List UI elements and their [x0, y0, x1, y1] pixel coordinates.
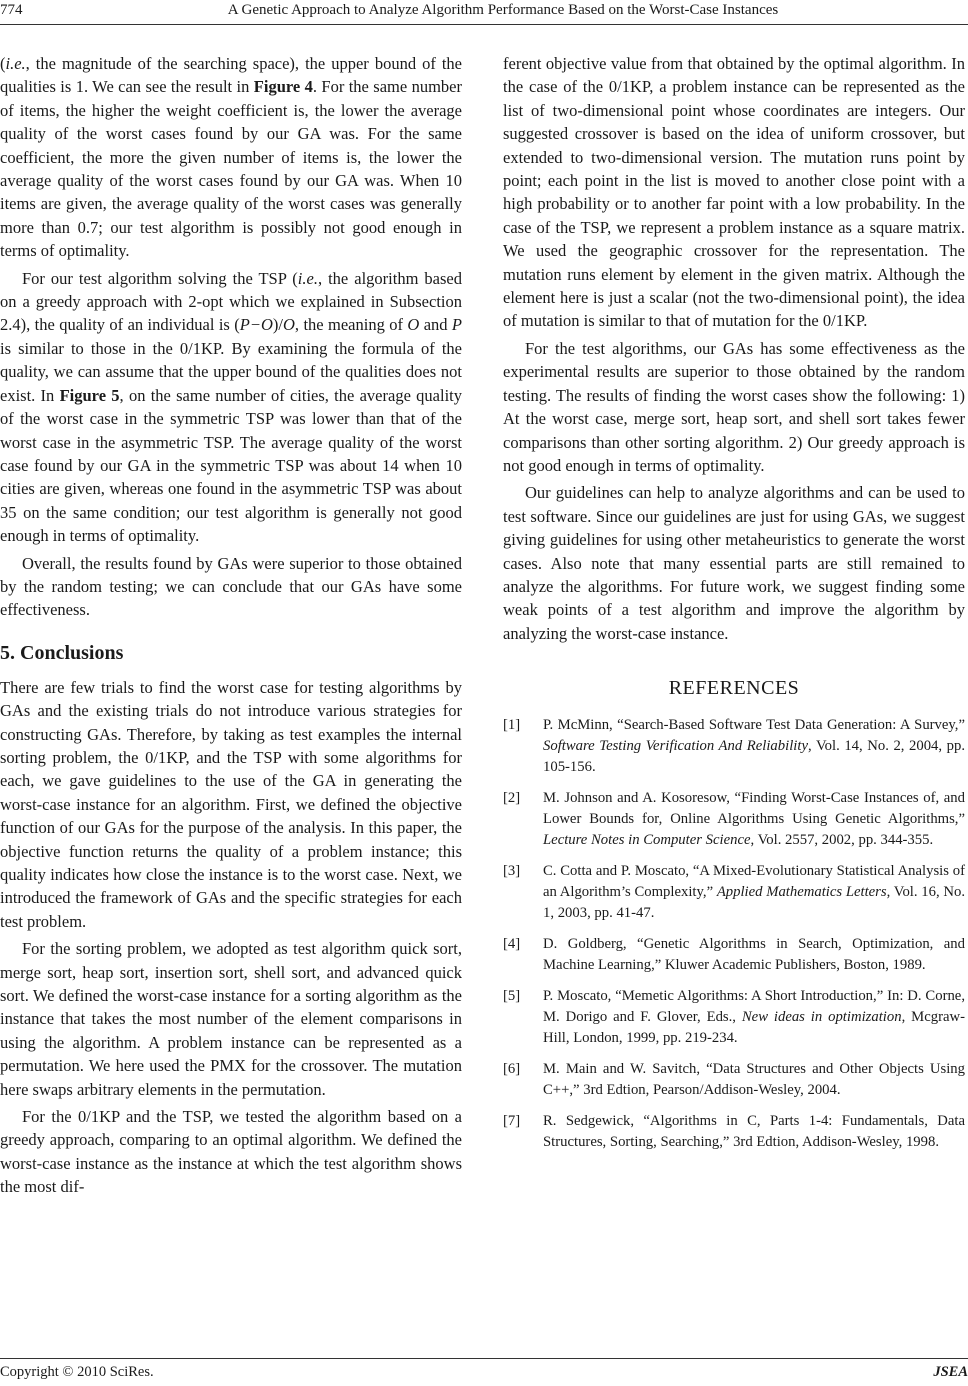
reference-item	[503, 715, 965, 778]
header-rule	[0, 24, 968, 25]
reference-text: C. Cotta and P. Moscato, “A Mixed-Evolutionary Statistical Analysis of an Algorithm’s Complexity,”	[543, 863, 965, 901]
reference-item	[503, 934, 965, 976]
text-run: is similar to those in the 0/1KP. By examining the formula of the quality, we can assume that the upper bound of the qualities does not exist. In	[0, 338, 462, 405]
formula: P−O	[239, 315, 273, 335]
text-run: , the magnitude of the searching space), the upper bound of the qualities is 1. We can see the result in	[0, 54, 462, 97]
text-run: , the meaning of	[294, 315, 408, 335]
reference-number: [7]	[503, 1113, 521, 1130]
paragraph-conclusions-intro: There are few trials to find the worst case for testing algorithms by GAs and the existing trials do not introduce various strategies for constructing GAs. Therefore, by taking as test examples the internal sorting problem, the 0/1KP, and the TSP with some algorithms for each, we gave guidelines to the use of the GA in generating the worst-case instance for an algorithm. First, we defined the objective function of our GAs for the purpose of the analysis. In this paper, the objective function returns the quality of a problem instance; this quality indicates how close the instance is to the worst case. Next, we introduced the framework of GAs and the specific strategies for each test problem.	[0, 677, 462, 931]
reference-number: [5]	[503, 988, 521, 1005]
page-header	[0, 0, 968, 28]
running-title: A Genetic Approach to Analyze Algorithm Performance Based on the Worst-Case Instances	[227, 2, 779, 18]
reference-text: M. Johnson and A. Kosoresow, “Finding Worst-Case Instances of, and Lower Bounds for, Online Algorithms Using Genetic Algorithms,”	[543, 790, 965, 828]
var-p: P	[451, 315, 463, 335]
text-run: For our test algorithm solving the TSP (	[22, 268, 298, 288]
reference-text: P. Moscato, “Memetic Algorithms: A Short Introduction,” In: D. Corne, M. Dorigo and F. Glover, Eds.,	[543, 988, 965, 1026]
reference-number: [1]	[503, 717, 521, 734]
reference-item	[503, 986, 965, 1049]
page-number: 774	[0, 2, 23, 18]
reference-text: R. Sedgewick, “Algorithms in C, Parts 1-4: Fundamentals, Data Structures, Sorting, Searching,” 3rd Edtion, Addison-Wesley, 1998.	[543, 1113, 965, 1151]
paragraph-overall: Overall, the results found by GAs were superior to those obtained by the random testing; we can conclude that our GAs have some effectiveness.	[0, 553, 462, 620]
paragraph-knapsack-tsp: For the 0/1KP and the TSP, we tested the algorithm based on a greedy approach, comparing to an optimal algorithm. We defined the worst-case instance as the instance at which the test algorithm shows the most dif-	[0, 1107, 462, 1197]
text-run: and	[419, 315, 452, 335]
reference-text: , Mcgraw-Hill, London, 1999, pp. 219-234.	[543, 1009, 965, 1047]
text-run: , on the same number of cities, the average quality of the worst case in the symmetric TSP was lower than that of the worst case in the asymmetric TSP. The average quality of the worst case found by our GA in the symmetric TSP was about 14 when 10 cities are given, whereas one found in the asymmetric TSP was about 35 on the same condition; our test algorithm is generally not good enough in terms of optimality.	[0, 385, 462, 546]
reference-text: , Vol. 14, No. 2, 2004, pp. 105-156.	[543, 738, 965, 776]
right-column	[503, 52, 965, 1163]
ie-abbrev: i.e.	[297, 268, 318, 288]
reference-number: [6]	[503, 1061, 521, 1078]
reference-item	[503, 788, 965, 851]
paragraph-quality-tsp	[0, 267, 462, 548]
ie-abbrev: i.e.	[5, 54, 26, 73]
left-column	[0, 52, 462, 1199]
reference-text: M. Main and W. Savitch, “Data Structures and Other Objects Using C++,” 3rd Edtion, Pearson/Addison-Wesley, 2004.	[543, 1061, 965, 1099]
reference-item	[503, 1059, 965, 1101]
reference-text: , Vol. 16, No. 1, 2003, pp. 41-47.	[543, 884, 965, 922]
reference-number: [2]	[503, 790, 521, 807]
paragraph-quality-0-1kp: (i.e., the magnitude of the searching space), the upper bound of the qualities is 1. We can see the result in Figure 4. For the same number of items, the higher the weight coefficient is, the lower the average quality of the worst cases found by our GA was. For the same coefficient, the more the given number of items is, the lower the average quality of the worst cases found by our GA was. When 10 items are given, the average quality of the worst cases was generally more than 0.7; our test algorithm is possibly not good enough in terms of optimality.	[0, 54, 462, 261]
figure-5-ref: Figure 5	[59, 385, 120, 405]
section-title-conclusions: 5. Conclusions	[0, 641, 124, 664]
page-footer	[0, 1358, 968, 1382]
text-run: . For the same number of items, the higher the weight coefficient is, the lower the average quality of the worst cases found by our GA was. For the same coefficient, the more the given number of items is, the lower the average quality of the worst cases found by our GA was. When 10 items are given, the average quality of the worst cases was generally more than 0.7; our test algorithm is possibly not good enough in terms of optimality.	[0, 77, 462, 261]
figure-4-ref: Figure 4	[253, 77, 313, 97]
references-title: REFERENCES	[668, 677, 800, 700]
reference-venue: New ideas in optimization	[741, 1009, 902, 1026]
var-o: O	[283, 315, 295, 335]
paragraph-representation: ferent objective value from that obtained by the optimal algorithm. In the case of the 0/1KP, a problem instance can be represented as the list of two-dimensional point whose coordinates are integers. Our suggested crossover is based on the idea of uniform crossover, but extended to two-dimensional version. The mutation runs point by point; each point in the list is moved to another close point with a high probability or to another far point with a low probability. In the case of the TSP, we represent a problem instance as a square matrix. We used the geographic crossover for the representation. The mutation runs element by element in the given matrix. Although the element here is just a scalar (not the two-dimensional point), the idea of mutation is similar to that of mutation for the 0/1KP.	[503, 54, 965, 331]
reference-venue: Software Testing Verification And Reliability	[543, 738, 808, 755]
reference-text: D. Goldberg, “Genetic Algorithms in Search, Optimization, and Machine Learning,” Kluwer Academic Publishers, Boston, 1989.	[543, 936, 965, 974]
reference-list	[503, 715, 965, 1153]
paragraph-effectiveness: For the test algorithms, our GAs has some effectiveness as the experimental results are superior to those obtained by the random testing. The results of finding the worst cases show the following: 1) At the worst case, merge sort, heap sort, and shell sort takes fewer comparisons than other sorting algorithm. 2) Our greedy approach is not good enough in terms of optimality.	[503, 338, 965, 475]
reference-text: P. McMinn, “Search-Based Software Test Data Generation: A Survey,”	[543, 717, 965, 734]
reference-item	[503, 861, 965, 924]
journal-name: JSEA	[933, 1364, 968, 1380]
reference-venue: Applied Mathematics Letters	[716, 884, 887, 901]
text-run: )/	[272, 315, 283, 335]
paragraph-future-work: Our guidelines can help to analyze algorithms and can be used to test software. Since our guidelines are just for using GAs, we suggest giving guidelines for using other metaheuristics to generate the worst cases. Also note that many essential parts are still remained to analyze the algorithms. For future work, we suggest finding some weak points of a test algorithm and improve the algorithm by analyzing the worst-case instance.	[503, 483, 965, 643]
reference-number: [4]	[503, 936, 521, 953]
reference-venue: Lecture Notes in Computer Science	[543, 832, 751, 849]
reference-item	[503, 1111, 965, 1153]
copyright: Copyright © 2010 SciRes.	[0, 1364, 154, 1380]
var-o: O	[407, 315, 420, 335]
text-run: , the algorithm based on a greedy approach with 2-opt which we explained in Subsection 2.4), the quality of an individual is (	[0, 268, 462, 335]
paragraph-sorting: For the sorting problem, we adopted as test algorithm quick sort, merge sort, heap sort, insertion sort, shell sort, and advanced quick sort. We defined the worst-case instance for a sorting algorithm as the instance that takes the most number of the element comparisons in using the algorithm. A problem instance can be represented as a permutation. We here used the PMX for the crossover. The mutation here swaps arbitrary elements in the permutation.	[0, 939, 462, 1099]
reference-number: [3]	[503, 863, 521, 880]
reference-text: , Vol. 2557, 2002, pp. 344-355.	[750, 832, 934, 849]
footer-rule	[0, 1358, 968, 1359]
